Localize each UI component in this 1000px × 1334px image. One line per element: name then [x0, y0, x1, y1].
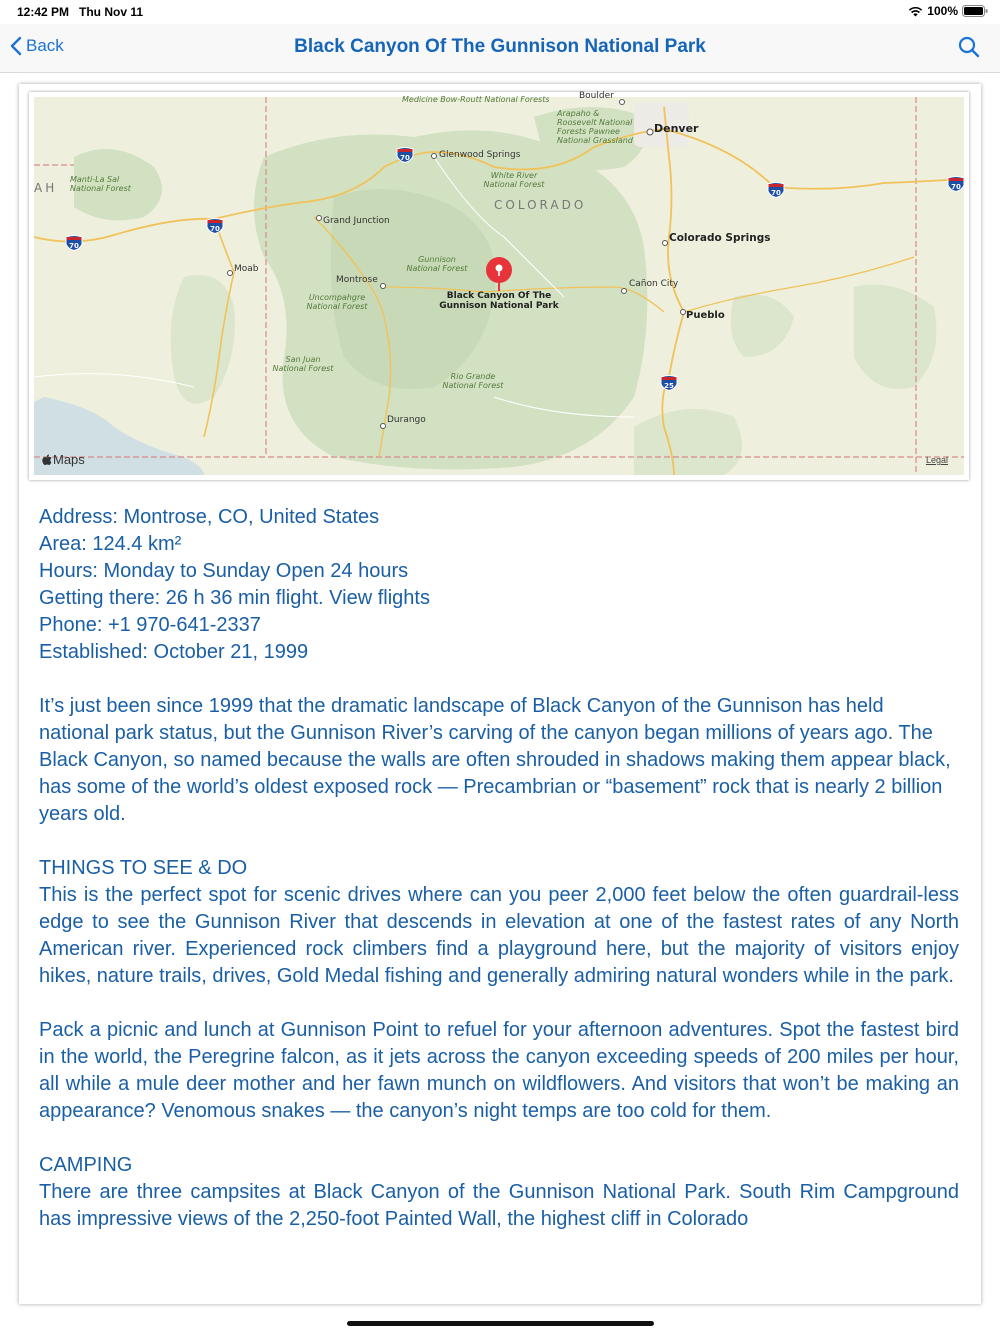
detail-area: Area: 124.4 km² [39, 533, 182, 555]
detail-getting-there: Getting there: 26 h 36 min flight. View flights [39, 587, 430, 609]
map-dot-canon-city [622, 289, 627, 294]
label-montrose: Montrose [336, 275, 378, 285]
label-canon-city: Cañon City [629, 279, 679, 289]
map-dot-boulder [620, 100, 625, 105]
map-frame [29, 92, 969, 480]
battery-percent: 100% [927, 4, 958, 18]
label-utah: AH [34, 181, 58, 195]
label-uncompahgre: Uncompahgre National Forest [306, 293, 368, 311]
interstate-70-shield-icon [947, 176, 965, 192]
map-dot-durango [381, 424, 386, 429]
label-grand-junction: Grand Junction [323, 216, 390, 226]
status-date: Thu Nov 11 [79, 5, 144, 19]
map-dot-grand-junction [317, 216, 322, 221]
back-label: Back [26, 36, 64, 55]
label-manti: Manti-La Sal National Forest [70, 175, 131, 193]
map-dot-pueblo [681, 310, 686, 315]
interstate-70-shield-icon [65, 235, 83, 251]
svg-text:70: 70 [69, 242, 79, 250]
svg-text:70: 70 [771, 189, 781, 197]
map-dot-glenwood [432, 154, 437, 159]
camping-paragraph: There are three campsites at Black Canyon of the Gunnison National Park. South Rim Campground has impressive views of the 2,250-foot Painted Wall, the highest cliff in Colorado [39, 1181, 959, 1230]
label-arapaho: Arapaho & Roosevelt National Forests Pawnee National Grassland [557, 109, 633, 145]
navigation-bar [0, 24, 1000, 73]
page-title: Black Canyon Of The Gunnison National Park [294, 36, 706, 57]
svg-text:25: 25 [664, 382, 674, 390]
search-icon [958, 36, 980, 58]
map-dot-moab [228, 271, 233, 276]
interstate-70-shield-icon [206, 218, 224, 234]
status-bar [0, 0, 1000, 24]
label-moab: Moab [234, 264, 259, 274]
legal-link[interactable]: Legal [925, 455, 948, 465]
label-denver: Denver [654, 122, 699, 135]
wifi-icon [908, 6, 923, 17]
map-pin-icon[interactable] [484, 257, 514, 293]
label-san-juan: San Juan National Forest [272, 355, 334, 373]
apple-logo-icon [42, 454, 52, 466]
battery-icon [962, 5, 988, 17]
picnic-paragraph: Pack a picnic and lunch at Gunnison Point to refuel for your afternoon adventures. Spot the fastest bird in the world, the Peregrine falcon, as it jets across the canyon exceeding speeds of 200 miles per hour, all while a mule deer mother and her fawn munch on wildflowers. And visitors that won’t be making an appearance? Venomous snakes — the canyon’s night temps are too cold for them. [39, 1019, 959, 1122]
label-durango: Durango [387, 415, 426, 425]
detail-address: Address: Montrose, CO, United States [39, 506, 380, 528]
label-rio-grande: Rio Grande National Forest [442, 372, 504, 390]
park-detail-card [19, 84, 981, 1304]
label-poi: Black Canyon Of The Gunnison National Park [439, 291, 559, 311]
status-right [908, 4, 988, 18]
map-dot-montrose [381, 284, 386, 289]
label-medicine-bow: Medicine Bow-Routt National Forests [402, 95, 550, 104]
intro-paragraph: It’s just been since 1999 that the dramatic landscape of Black Canyon of the Gunnison has held national park status, but the Gunnison River’s carving of the canyon began millions of years ago. The Black Canyon, so named because the walls are often shrouded in shadows making them appear black, has some of the world’s oldest exposed rock — Precambrian or “basement” rock that is nearly 2 billion years old. [39, 695, 951, 825]
maps-logo-text: Maps [53, 452, 85, 467]
label-gunnison-nf: Gunnison National Forest [406, 255, 468, 273]
search-button[interactable] [958, 36, 980, 63]
maps-attribution [42, 452, 85, 467]
label-glenwood: Glenwood Springs [439, 150, 521, 160]
map-dot-denver [647, 129, 653, 135]
detail-phone: Phone: +1 970-641-2337 [39, 614, 261, 636]
map-dot-colorado-springs [663, 241, 668, 246]
interstate-25-shield-icon [660, 375, 678, 391]
label-colorado-springs: Colorado Springs [669, 232, 771, 244]
park-description [39, 504, 959, 1233]
label-boulder: Boulder [579, 91, 614, 101]
interstate-70-shield-icon [396, 147, 414, 163]
camping-heading: CAMPING [39, 1154, 133, 1176]
things-heading: THINGS TO SEE & DO [39, 857, 248, 879]
detail-hours: Hours: Monday to Sunday Open 24 hours [39, 560, 409, 582]
label-colorado: COLORADO [494, 198, 587, 212]
svg-text:70: 70 [951, 183, 961, 191]
interstate-70-shield-icon [767, 182, 785, 198]
svg-text:70: 70 [210, 225, 220, 233]
svg-text:70: 70 [400, 154, 410, 162]
detail-established: Established: October 21, 1999 [39, 641, 309, 663]
label-pueblo: Pueblo [686, 310, 725, 321]
park-map[interactable] [34, 91, 964, 475]
status-time: 12:42 PM [17, 5, 70, 19]
things-paragraph: This is the perfect spot for scenic drives where can you peer 2,000 feet below the often guardrail-less edge to see the Gunnison River that descends in elevation at one of the fastest rates of any North American river. Experienced rock climbers find a playground here, but the majority of visitors enjoy hikes, nature trails, drives, Gold Medal fishing and generally admiring natural wonders while in the park. [39, 884, 959, 987]
home-indicator[interactable] [347, 1321, 654, 1326]
label-white-river: White River National Forest [483, 171, 545, 189]
